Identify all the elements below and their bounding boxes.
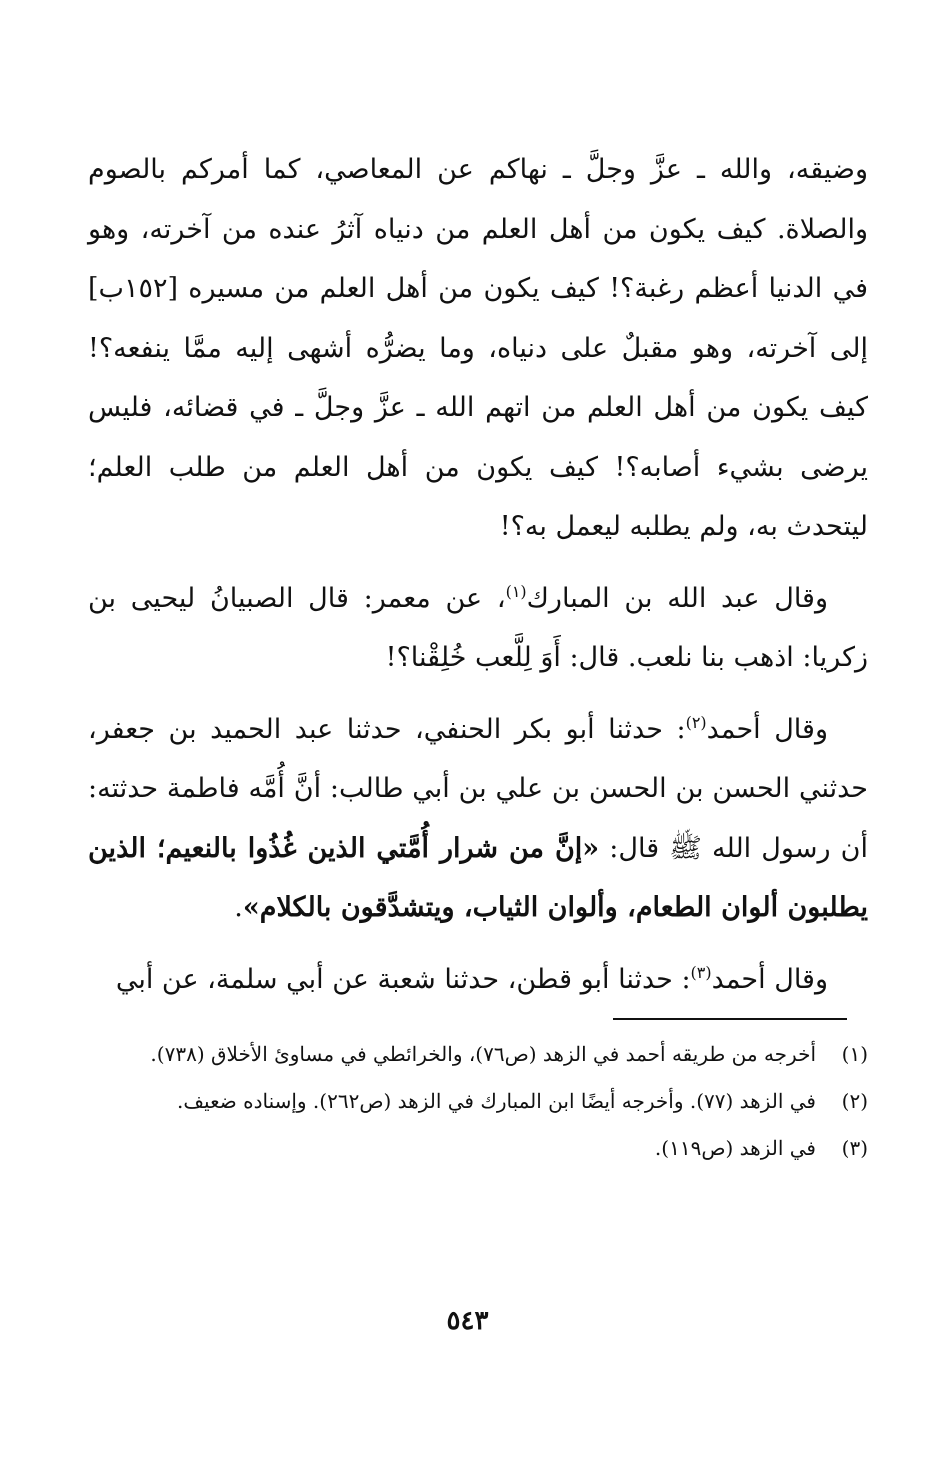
paragraph-1: وضيقه، والله ـ عزَّ وجلَّ ـ نهاكم عن المعاصي، كما أمركم بالصوم والصلاة. كيف يكون من أهل العلم من دنياه آثرُ عنده من آخرته، وهو في الدنيا أعظم رغبة؟! كيف يكون من أهل العلم من مسيره [١٥٢ب] إلى آخرته، وهو مقبلٌ على دنياه، وما يضرُّه أشهى إليه ممَّا ينفعه؟! كيف يكون من أهل العلم من اتهم الله ـ عزَّ وجلَّ ـ في قضائه، فليس يرضى بشيء أصابه؟! كيف يكون من أهل العلم من طلب العلم؛ ليتحدث به، ولم يطلبه ليعمل به؟! <box>88 154 868 542</box>
paragraph-3-lead: وقال أحمد <box>706 713 828 745</box>
paragraph-3-end: . <box>234 892 243 923</box>
paragraph-2-lead: وقال عبد الله بن المبارك <box>526 582 828 614</box>
footnote-ref-1: (١) <box>505 581 527 601</box>
footnote-number-1: (١) <box>841 1042 868 1066</box>
paragraph-4-body: : حدثنا أبو قطن، حدثنا شعبة عن أبي سلمة، عن أبي <box>115 963 691 995</box>
paragraph-3-body: : حدثنا أبو بكر الحنفي، حدثنا عبد الحميد بن جعفر، حدثني الحسن بن الحسن بن علي بن أبي طالب: أنَّ أُمَّه فاطمة حدثته: أن رسول الله ﷺ قال: <box>88 713 869 864</box>
paragraph-3 <box>88 700 868 938</box>
paragraph-4 <box>88 950 868 1010</box>
footnote-2 <box>88 1081 868 1122</box>
footnote-3 <box>88 1128 868 1169</box>
footnote-ref-2: (٢) <box>685 712 707 732</box>
footnote-number-3: (٣) <box>841 1136 868 1160</box>
footnote-text-2: في الزهد (٧٧). وأخرجه أيضًا ابن المبارك في الزهد (ص٢٦٢). وإسناده ضعيف. <box>177 1089 816 1113</box>
footnote-number-2: (٢) <box>841 1089 868 1113</box>
page-number: ٥٤٣ <box>446 1306 489 1336</box>
paragraph-2-body: ، عن معمر: قال الصبيانُ ليحيى بن زكريا: اذهب بنا نلعب. قال: أَوَ لِلَّعب خُلِقْنا؟! <box>88 582 868 673</box>
footnote-1 <box>88 1034 868 1075</box>
footnote-text-1: أخرجه من طريقه أحمد في الزهد (ص٧٦)، والخرائطي في مساوئ الأخلاق (٧٣٨). <box>150 1042 816 1066</box>
paragraph-4-lead: وقال أحمد <box>711 963 828 995</box>
footnote-separator <box>613 1018 847 1020</box>
footnotes <box>88 1034 868 1175</box>
footnote-text-3: في الزهد (ص١١٩). <box>654 1136 816 1160</box>
footnote-ref-3: (٣) <box>690 962 712 982</box>
hadith-quote: «إنَّ من شرار أُمَّتي الذين غُذُوا بالنعيم؛ الذين يطلبون ألوان الطعام، وألوان الثياب، ويتشدَّقون بالكلام» <box>88 832 868 923</box>
main-text <box>88 140 868 1021</box>
paragraph-2 <box>88 569 868 688</box>
